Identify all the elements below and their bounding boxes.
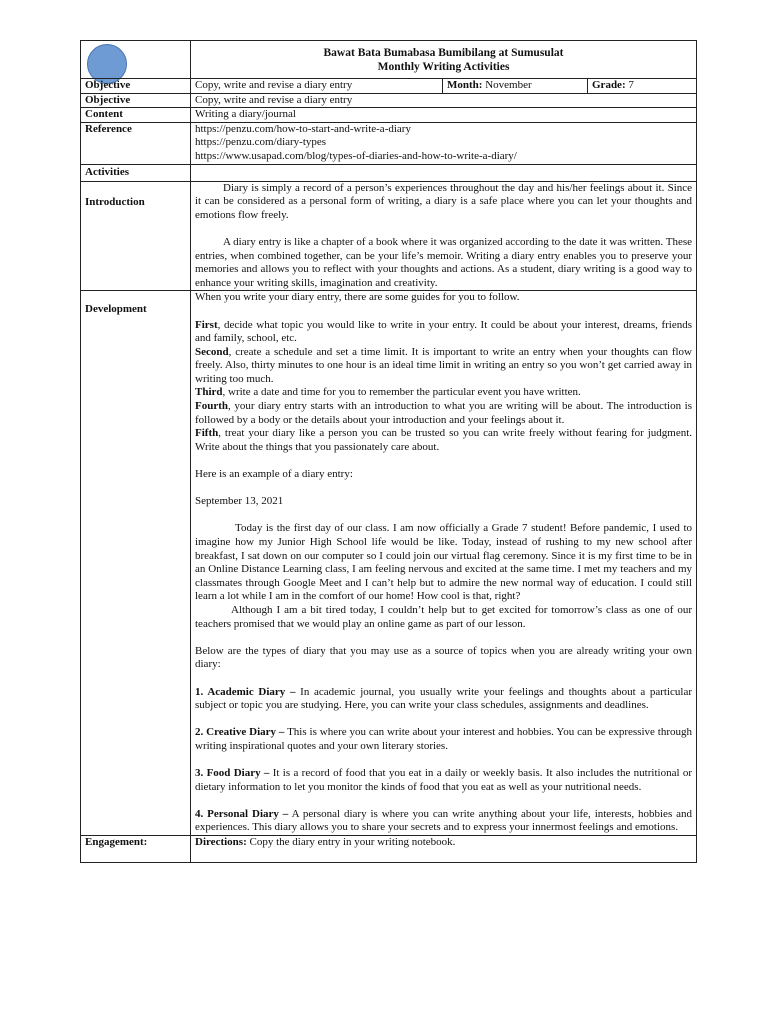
example-paragraph: Today is the first day of our class. I am now officially a Grade 7 student! Before pandemic, I used to imagine how my Junior High School life would be like. Today, instead of rushing to my new school after breakfast, I sat down on our computer so I could join our virtual flag ceremony. Since it is my first time to be in an Online Distance Learning class, I am feeling nervous and excited at the same time. I met my teachers and my classmates through Google Meet and I can’t help but to admire the new normal way of education. I could still learn a lot while I am in the comfort of our home! How cool is that, right? (195, 522, 693, 603)
month-cell (443, 79, 588, 94)
reference-label: Reference (81, 122, 191, 164)
development-label: Development (81, 291, 191, 836)
grade-label: Grade: (592, 79, 626, 91)
guide-step: First, decide what topic you would like to write in your entry. It could be about your interest, dreams, friends and family, school, etc. (195, 318, 693, 345)
month-label: Month: (447, 79, 483, 91)
engagement-label: Engagement: (81, 836, 191, 863)
grade-value: 7 (628, 79, 634, 91)
development-intro: When you write your diary entry, there are some guides for you to follow. (195, 291, 520, 304)
activities-row (81, 164, 697, 181)
development-row (81, 291, 697, 836)
directions-label: Directions: (195, 836, 247, 849)
content-label: Content (81, 108, 191, 123)
example-date: September 13, 2021 (195, 495, 284, 508)
header-row (81, 41, 697, 79)
engagement-content (191, 836, 697, 863)
objective-row (81, 93, 697, 108)
introduction-row (81, 181, 697, 291)
header-logo-cell (81, 41, 191, 79)
introduction-paragraph: Diary is simply a record of a person’s experiences throughout the day and his/her feelings about it. Since it can be considered as a personal form of writing, a diary is a safe place where you can let your thoughts and emotions flow freely. (195, 181, 693, 221)
diary-type: 3. Food Diary – It is a record of food that you eat in a daily or weekly basis. It also includes the nutritional or dietary information to let you monitor the kinds of food that you eat as well as your nutritional needs. (195, 767, 692, 793)
directions-text: Copy the diary entry in your writing notebook. (246, 836, 456, 849)
document-title: Bawat Bata Bumabasa Bumibilang at Sumusulat (323, 46, 564, 59)
guide-step: Fifth, treat your diary like a person you can be trusted so you can write freely without fearing for judgment. Write about the things that you passionately care about. (195, 427, 693, 453)
content-row (81, 108, 697, 123)
activities-value (191, 164, 697, 181)
introduction-paragraph: A diary entry is like a chapter of a book where it was organized according to the date it was written. These entries, when combined together, can be your life’s memoir. Writing a diary entry enables you to preserve your memories and allows you to reflect with your thoughts and actions. As a student, diary writing is a good way to enhance your writing skills, imagination and creativity. (195, 235, 693, 289)
engagement-row (81, 836, 697, 863)
lesson-plan-table (80, 40, 697, 863)
document-subtitle: Monthly Writing Activities (377, 60, 510, 73)
meta-row (81, 79, 697, 94)
header-title-cell (191, 41, 697, 79)
objective-label: Objective (81, 79, 191, 94)
types-intro: Below are the types of diary that you may use as a source of topics when you are already writing your own diary: (195, 644, 693, 671)
month-value: November (485, 79, 532, 91)
example-paragraph: Although I am a bit tired today, I couldn’t help but to get excited for tomorrow’s class as one of our teachers promised that we would play an online game as part of our lesson. (195, 603, 693, 630)
guide-step: Second, create a schedule and set a time limit. It is important to write an entry when your thoughts can flow freely. Also, thirty minutes to one hour is an ideal time limit in writing an entry so you won’t get carried away in writing too much. (195, 345, 693, 385)
reference-link[interactable]: https://penzu.com/diary-types (195, 136, 327, 149)
reference-row (81, 122, 697, 164)
objective-value-2: Copy, write and revise a diary entry (191, 93, 697, 108)
objective-label-2: Objective (81, 93, 191, 108)
development-content (191, 291, 697, 836)
example-intro: Here is an example of a diary entry: (195, 468, 353, 481)
guide-step: Third, write a date and time for you to remember the particular event you have written. (195, 386, 581, 399)
grade-cell (588, 79, 697, 94)
introduction-label: Introduction (81, 181, 191, 291)
activities-label: Activities (81, 164, 191, 181)
reference-list (191, 122, 697, 164)
introduction-content (191, 181, 697, 291)
guide-step: Fourth, your diary entry starts with an introduction to what you are writing will be about. The introduction is followed by a body or the details about your introduction and your feelings about it. (195, 400, 693, 426)
diary-type: 1. Academic Diary – In academic journal, you usually write your feelings and thoughts about a particular subject or topic you are studying. Here, you can write your class schedules, assignments and deadlines. (195, 685, 693, 712)
content-value: Writing a diary/journal (191, 108, 697, 123)
reference-link[interactable]: https://www.usapad.com/blog/types-of-diaries-and-how-to-write-a-diary/ (195, 149, 517, 162)
objective-value: Copy, write and revise a diary entry (191, 79, 443, 94)
diary-type: 4. Personal Diary – A personal diary is where you can write anything about your life, interests, hobbies and experiences. This diary allows you to share your secrets and to express your innermost feelings and emotions. (195, 807, 693, 834)
diary-type: 2. Creative Diary – This is where you can write about your interest and hobbies. You can be expressive through writing inspirational quotes and your own literary stories. (195, 726, 693, 752)
reference-link[interactable]: https://penzu.com/how-to-start-and-write-a-diary (195, 122, 411, 135)
